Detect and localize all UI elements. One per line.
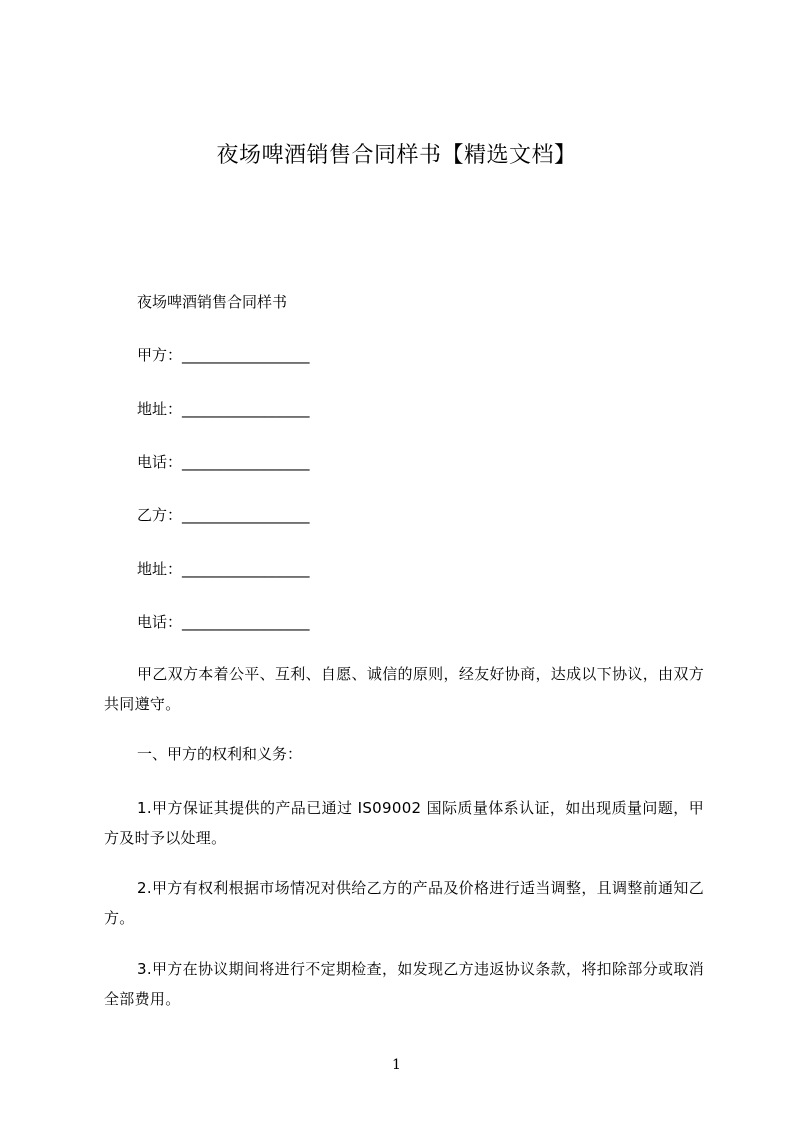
field-label: 甲方：	[137, 346, 183, 364]
document-title: 夜场啤酒销售合同样书【精选文档】	[216, 143, 577, 168]
contract-subtitle: 夜场啤酒销售合同样书	[137, 293, 288, 311]
fill-in-blank: _________________	[182, 506, 310, 524]
field-party-a	[137, 345, 310, 365]
fill-in-blank: _________________	[182, 560, 310, 578]
clause-3: 3.甲方在协议期间将进行不定期检查，如发现乙方违返协议条款，将扣除部分或取消全部费用。	[104, 960, 704, 1008]
field-address-a	[137, 399, 310, 419]
clause-2: 2.甲方有权利根据市场情况对供给乙方的产品及价格进行适当调整，且调整前通知乙方。	[104, 879, 704, 927]
intro-paragraph: 甲乙双方本着公平、互利、自愿、诚信的原则，经友好协商，达成以下协议，由双方共同遵守。	[104, 665, 704, 713]
field-phone-b	[137, 612, 310, 632]
field-label: 电话：	[137, 453, 183, 471]
field-party-b	[137, 505, 310, 525]
field-label: 乙方：	[137, 506, 183, 524]
field-address-b	[137, 559, 310, 579]
field-label: 电话：	[137, 613, 183, 631]
field-phone-a	[137, 452, 310, 472]
fill-in-blank: _________________	[182, 346, 310, 364]
fill-in-blank: _________________	[182, 453, 310, 471]
fill-in-blank: _________________	[182, 613, 310, 631]
section-heading: 一、甲方的权利和义务：	[137, 745, 303, 763]
fill-in-blank: _________________	[182, 400, 310, 418]
field-label: 地址：	[137, 560, 183, 578]
field-label: 地址：	[137, 400, 183, 418]
page-number: 1	[392, 1057, 401, 1073]
clause-1: 1.甲方保证其提供的产品已通过 IS09002 国际质量体系认证，如出现质量问题，甲方及时予以处理。	[104, 799, 704, 847]
